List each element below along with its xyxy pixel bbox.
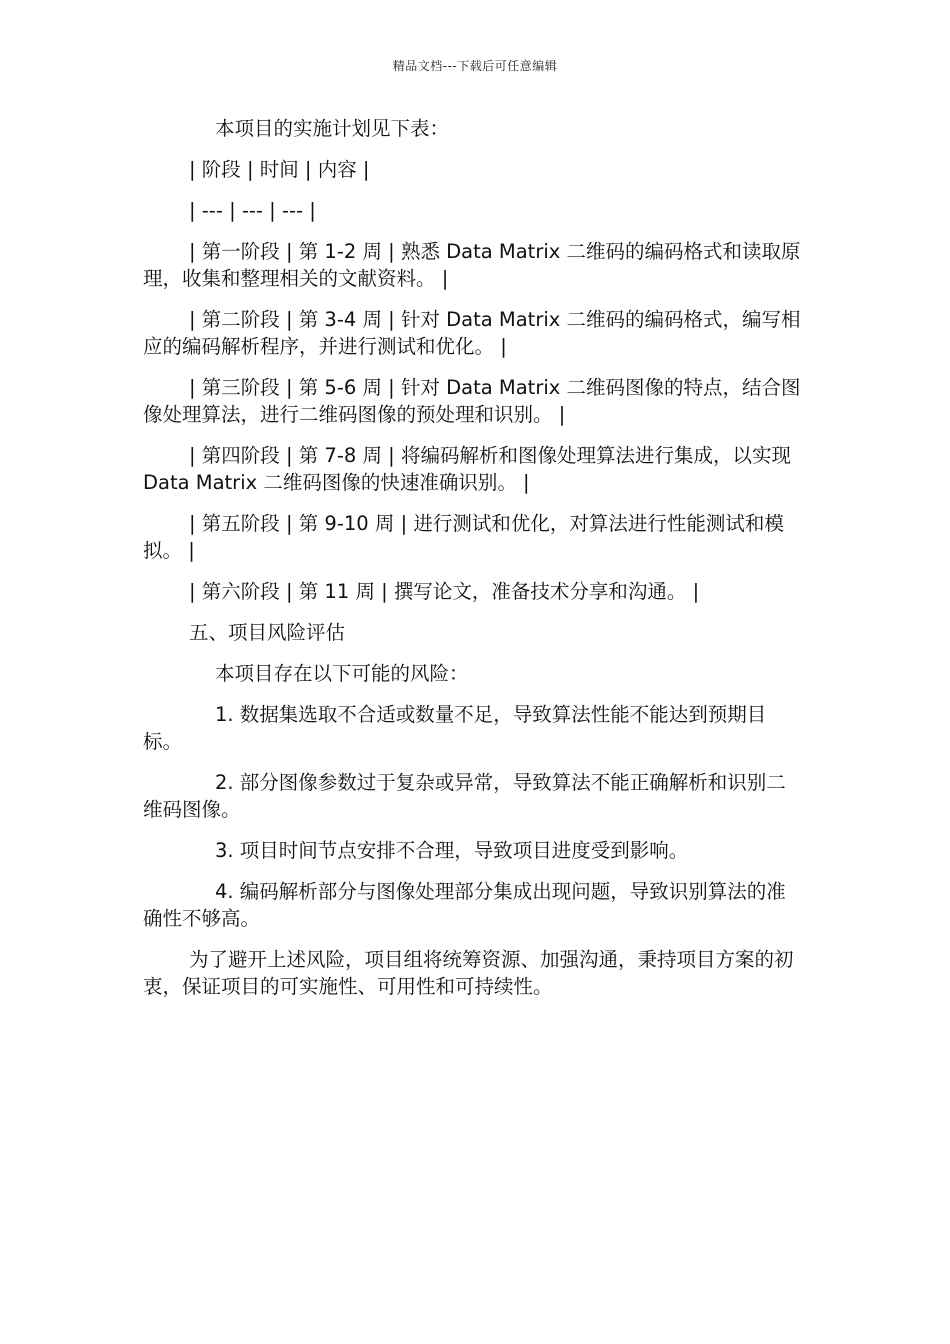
table-row-stage-1: | 第一阶段 | 第 1-2 周 | 熟悉 Data Matrix 二维码的编码格式和读取原理，收集和整理相关的文献资料。 |	[143, 240, 801, 290]
page-header: 精品文档---下载后可任意编辑	[392, 59, 558, 73]
table-row-stage-3: | 第三阶段 | 第 5-6 周 | 针对 Data Matrix 二维码图像的特点，结合图像处理算法，进行二维码图像的预处理和识别。 |	[143, 376, 801, 426]
document-body	[143, 115, 805, 1000]
plan-intro-paragraph: 本项目的实施计划见下表：	[215, 117, 450, 140]
table-row-stage-2: | 第二阶段 | 第 3-4 周 | 针对 Data Matrix 二维码的编码格式，编写相应的编码解析程序，并进行测试和优化。 |	[143, 308, 801, 358]
risk-mitigation-paragraph: 为了避开上述风险，项目组将统筹资源、加强沟通，秉持项目方案的初衷，保证项目的可实施性、可用性和可持续性。	[143, 948, 794, 998]
table-row-stage-5: | 第五阶段 | 第 9-10 周 | 进行测试和优化，对算法进行性能测试和模拟。 |	[143, 512, 784, 562]
table-separator-row: | --- | --- | --- |	[189, 199, 316, 222]
risk-item-2: 2. 部分图像参数过于复杂或异常，导致算法不能正确解析和识别二维码图像。	[143, 771, 786, 821]
table-header-row: | 阶段 | 时间 | 内容 |	[189, 158, 370, 181]
section-heading-risk: 五、项目风险评估	[189, 621, 346, 644]
risk-intro-paragraph: 本项目存在以下可能的风险：	[215, 662, 469, 685]
risk-item-3: 3. 项目时间节点安排不合理，导致项目进度受到影响。	[215, 839, 689, 862]
risk-item-4: 4. 编码解析部分与图像处理部分集成出现问题，导致识别算法的准确性不够高。	[143, 880, 786, 930]
table-row-stage-4: | 第四阶段 | 第 7-8 周 | 将编码解析和图像处理算法进行集成，以实现 Data Matrix 二维码图像的快速准确识别。 |	[143, 444, 791, 494]
risk-item-1: 1. 数据集选取不合适或数量不足，导致算法性能不能达到预期目标。	[143, 703, 767, 753]
table-row-stage-6: | 第六阶段 | 第 11 周 | 撰写论文，准备技术分享和沟通。 |	[189, 580, 700, 603]
